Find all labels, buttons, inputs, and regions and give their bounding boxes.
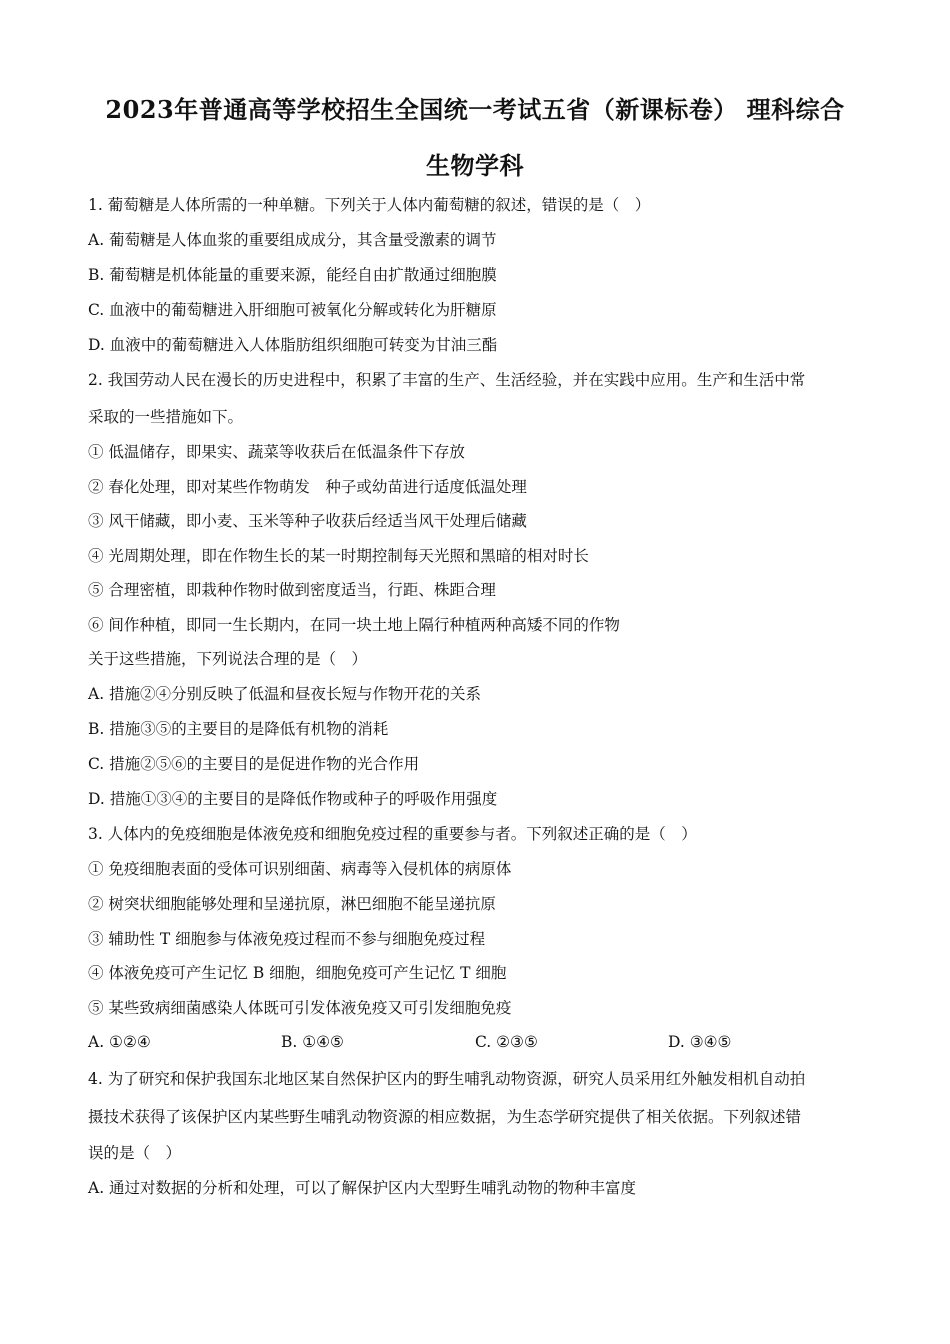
question-4-option-a: A. 通过对数据的分析和处理，可以了解保护区内大型野生哺乳动物的物种丰富度 <box>88 1179 637 1197</box>
question-3-item-5: ⑤ 某些致病细菌感染人体既可引发体液免疫又可引发细胞免疫 <box>88 999 512 1017</box>
page-title: 2023年普通高等学校招生全国统一考试五省（新课标卷） 理科综合 <box>105 95 845 124</box>
question-1-option-c: C. 血液中的葡萄糖进入肝细胞可被氧化分解或转化为肝糖原 <box>88 301 497 319</box>
question-2-item-3: ③ 风干储藏，即小麦、玉米等种子收获后经适当风干处理后储藏 <box>88 512 527 530</box>
question-2-option-b: B. 措施③⑤的主要目的是降低有机物的消耗 <box>88 720 389 738</box>
question-3-item-3: ③ 辅助性 T 细胞参与体液免疫过程而不参与细胞免疫过程 <box>88 930 486 948</box>
question-3-option-d: D. ③④⑤ <box>668 1033 732 1051</box>
question-2-option-c: C. 措施②⑤⑥的主要目的是促进作物的光合作用 <box>88 755 420 773</box>
question-4-stem-line-3: 误的是（ ） <box>88 1144 182 1162</box>
question-3-item-4: ④ 体液免疫可产生记忆 B 细胞，细胞免疫可产生记忆 T 细胞 <box>88 964 507 982</box>
question-2-stem-line-1: 2. 我国劳动人民在漫长的历史进程中，积累了丰富的生产、生活经验，并在实践中应用。生产和生活中常 <box>88 371 806 389</box>
question-3-option-c: C. ②③⑤ <box>475 1033 538 1051</box>
question-3-item-2: ② 树突状细胞能够处理和呈递抗原，淋巴细胞不能呈递抗原 <box>88 895 496 913</box>
question-3-item-1: ① 免疫细胞表面的受体可识别细菌、病毒等入侵机体的病原体 <box>88 860 512 878</box>
question-3-option-b: B. ①④⑤ <box>281 1033 344 1051</box>
question-1-option-d: D. 血液中的葡萄糖进入人体脂肪组织细胞可转变为甘油三酯 <box>88 336 498 354</box>
question-2-item-2: ② 春化处理，即对某些作物萌发 种子或幼苗进行适度低温处理 <box>88 478 527 496</box>
question-2-stem-line-2: 采取的一些措施如下。 <box>88 408 244 426</box>
question-4-stem-line-2: 摄技术获得了该保护区内某些野生哺乳动物资源的相应数据，为生态学研究提供了相关依据。下列叙述错 <box>88 1108 802 1126</box>
question-2-item-1: ① 低温储存，即果实、蔬菜等收获后在低温条件下存放 <box>88 443 465 461</box>
question-2-option-a: A. 措施②④分别反映了低温和昼夜长短与作物开花的关系 <box>88 685 482 703</box>
question-3-stem: 3. 人体内的免疫细胞是体液免疫和细胞免疫过程的重要参与者。下列叙述正确的是（ ） <box>88 825 697 843</box>
question-4-stem-line-1: 4. 为了研究和保护我国东北地区某自然保护区内的野生哺乳动物资源，研究人员采用红外触发相机自动拍 <box>88 1070 806 1088</box>
question-2-item-4: ④ 光周期处理，即在作物生长的某一时期控制每天光照和黑暗的相对时长 <box>88 547 589 565</box>
question-3-option-a: A. ①②④ <box>88 1033 151 1051</box>
question-1-option-a: A. 葡萄糖是人体血浆的重要组成成分，其含量受激素的调节 <box>88 231 497 249</box>
question-2-question: 关于这些措施，下列说法合理的是（ ） <box>88 650 368 668</box>
page-subtitle: 生物学科 <box>426 151 524 180</box>
question-2-item-5: ⑤ 合理密植，即栽种作物时做到密度适当，行距、株距合理 <box>88 581 496 599</box>
question-1-option-b: B. 葡萄糖是机体能量的重要来源，能经自由扩散通过细胞膜 <box>88 266 497 284</box>
question-2-item-6: ⑥ 间作种植，即同一生长期内，在同一块土地上隔行种植两种高矮不同的作物 <box>88 616 620 634</box>
question-2-option-d: D. 措施①③④的主要目的是降低作物或种子的呼吸作用强度 <box>88 790 498 808</box>
question-1-stem: 1. 葡萄糖是人体所需的一种单糖。下列关于人体内葡萄糖的叙述，错误的是（ ） <box>88 196 651 214</box>
